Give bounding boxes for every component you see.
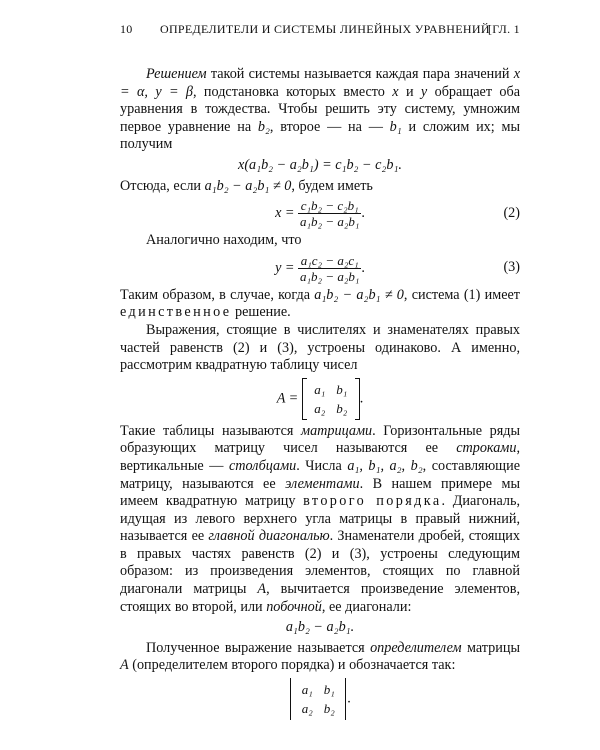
- equation-number-2: (2): [503, 204, 520, 221]
- paragraph-expressions: Выражения, стоящие в числителях и знаменателях правых частей равенств (2) и (3), устроены одинаково. А именно, рассмотрим квадратную таблицу чисел: [120, 321, 520, 374]
- determinant: a₁ b₁ a₂ b₂: [289, 678, 347, 720]
- paragraph-solution-definition: Решением такой системы называется каждая пара значений x = α, y = β, подстановка которых вместо x и y обращает оба уравнения в тождества. Чтобы решить эту систему, умножим первое уравнение на b₂, второе — на — b₁ и сложим их; мы получим: [120, 66, 521, 153]
- fraction-x: $\frac{\text{c₁b₂ − c₂b₁}}{\text{a₁b₂ − a₂b₁}}$: [300, 198, 360, 230]
- equation-2: x = $\frac{\text{c₁b₂ − c₂b₁}}{\text{a₁b₂ − a₂b₁}}$ . (2): [275, 198, 520, 230]
- paragraph-determinant: Полученное выражение называется определителем матрицы A (определителем второго порядка) и обозначается так:: [120, 639, 520, 674]
- term-solution: Решением: [146, 66, 207, 82]
- paragraph-matrices: Такие таблицы называются матрицами. Горизонтальные ряды образующих матрицу чисел называются ее строками, вертикальные — столбцами. Числа a₁, b₁, a₂, b₂, составляющие матрицу, называются ее элементами. В нашем примере мы имеем квадратную матрицу второго порядка. Диагональ, идущая из левого верхнего угла матрицы в правый нижний, называется ее главной диагональю. Знаменатели дробей, стоящих в правых частях равенств (2) и (3), устроены следующим образом: из произведения элементов, стоящих по главной диагонали матрицы A, вычитается произведение элементов, стоящих во второй, или побочной, ее диагонали:: [120, 422, 520, 615]
- solution-values: x = α, y = β: [120, 66, 520, 100]
- matrix-equation: A = a₁ b₁ a₂ b₂ .: [120, 378, 520, 420]
- equation-diagonal-difference: a₁b₂ − a₂b₁.: [285, 619, 355, 636]
- paragraph-condition: Отсюда, если a₁b₂ − a₂b₁ ≠ 0, будем иметь: [120, 177, 373, 194]
- determinant-display: a₁ b₁ a₂ b₂ .: [120, 678, 520, 720]
- matrix-a: a₁ b₁ a₂ b₂: [302, 378, 360, 420]
- paragraph-unique-solution: Таким образом, в случае, когда a₁b₂ − a₂b₁ ≠ 0, система (1) имеет единственное решение.: [120, 286, 520, 321]
- equation-main: x(a₁b₂ − a₂b₁) = c₁b₂ − c₂b₁.: [238, 156, 402, 173]
- running-title: ОПРЕДЕЛИТЕЛИ И СИСТЕМЫ ЛИНЕЙНЫХ УРАВНЕНИЙ: [160, 22, 490, 36]
- spaced-word-second-order: второго порядка: [303, 493, 442, 510]
- equation-3: y = $\frac{\text{a₁c₂ − a₂c₁}}{\text{a₁b₂ − a₂b₁}}$ . (3): [275, 252, 520, 284]
- spaced-word-unique: единственное: [120, 304, 232, 321]
- chapter-label: [ГЛ. 1: [488, 22, 520, 36]
- fraction-y: $\frac{\text{a₁c₂ − a₂c₁}}{\text{a₁b₂ − a₂b₁}}$: [300, 252, 360, 284]
- paragraph-analogous: Аналогично находим, что: [146, 232, 302, 249]
- equation-number-3: (3): [503, 259, 520, 276]
- page-number: 10: [120, 22, 133, 36]
- page-body: [120, 66, 520, 723]
